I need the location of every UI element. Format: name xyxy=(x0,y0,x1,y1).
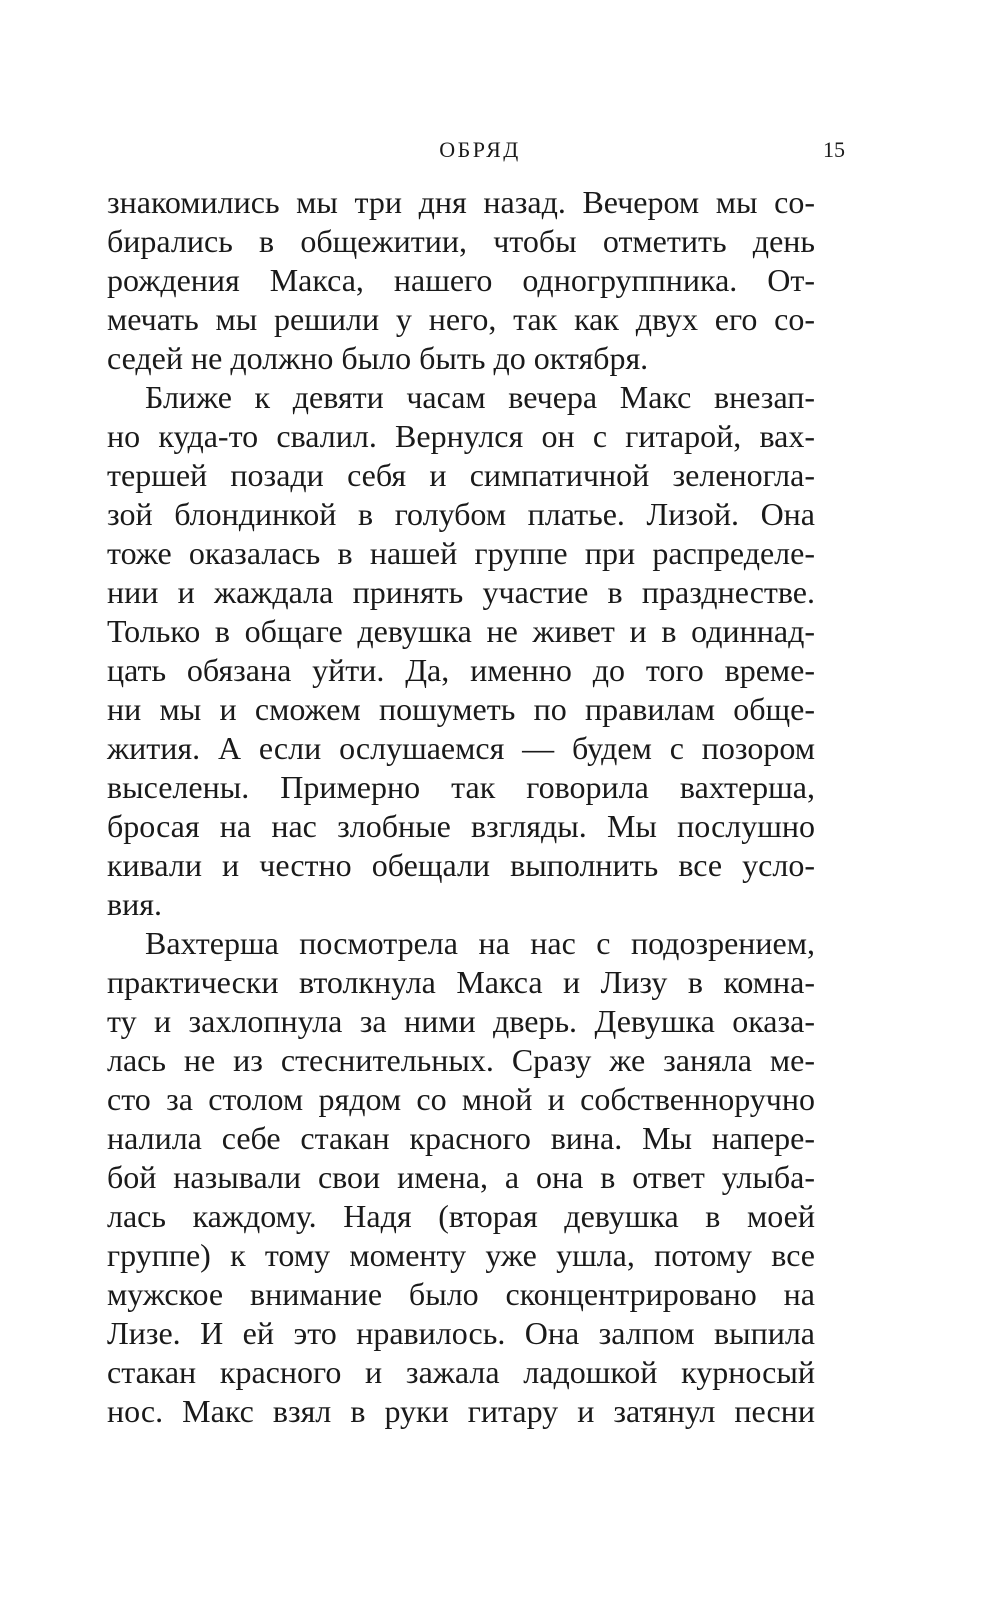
running-head-title: ОБРЯД xyxy=(439,137,521,162)
text-line: Только в общаге девушка не живет и в одиннад- xyxy=(107,613,815,649)
text-line: бросая на нас злобные взгляды. Мы послушно xyxy=(107,808,815,844)
text-line: рождения Макса, нашего одногруппника. От- xyxy=(107,262,815,298)
text-line: жития. А если ослушаемся — будем с позором xyxy=(107,730,815,766)
text-line: знакомились мы три дня назад. Вечером мы со- xyxy=(107,184,815,220)
text-line: лась не из стеснительных. Сразу же заняла ме- xyxy=(107,1042,815,1078)
text-line: вия. xyxy=(107,886,162,922)
text-line: ни мы и сможем пошуметь по правилам обще- xyxy=(107,691,815,727)
text-line: Вахтерша посмотрела на нас с подозрением, xyxy=(145,925,815,961)
text-line: практически втолкнула Макса и Лизу в комна- xyxy=(107,964,815,1000)
text-line: кивали и честно обещали выполнить все усло- xyxy=(107,847,815,883)
text-line: выселены. Примерно так говорила вахтерша, xyxy=(107,769,815,805)
text-line: ту и захлопнула за ними дверь. Девушка оказа- xyxy=(107,1003,815,1039)
text-line: мужское внимание было сконцентрировано на xyxy=(107,1276,815,1312)
text-line: бирались в общежитии, чтобы отметить день xyxy=(107,223,815,259)
page-number: 15 xyxy=(823,137,845,162)
text-line: цать обязана уйти. Да, именно до того време- xyxy=(107,652,815,688)
text-line: лась каждому. Надя (вторая девушка в моей xyxy=(107,1198,815,1234)
text-line: стакан красного и зажала ладошкой курносый xyxy=(107,1354,815,1390)
text-line: тершей позади себя и симпатичной зеленогла- xyxy=(107,457,815,493)
text-line: группе) к тому моменту уже ушла, потому все xyxy=(107,1237,815,1273)
text-line: но куда-то свалил. Вернулся он с гитарой, вах- xyxy=(107,418,815,454)
text-line: Лизе. И ей это нравилось. Она залпом выпила xyxy=(107,1315,815,1351)
text-line: нос. Макс взял в руки гитару и затянул песни xyxy=(107,1393,815,1429)
text-line: зой блондинкой в голубом платье. Лизой. Она xyxy=(107,496,815,532)
running-head xyxy=(0,134,1000,166)
text-line: тоже оказалась в нашей группе при распределе- xyxy=(107,535,815,571)
text-line: мечать мы решили у него, так как двух его со- xyxy=(107,301,815,337)
text-line: сто за столом рядом со мной и собственноручно xyxy=(107,1081,815,1117)
text-line: Ближе к девяти часам вечера Макс внезап- xyxy=(145,379,815,415)
text-line: нии и жаждала принять участие в празднестве. xyxy=(107,574,815,610)
text-line: седей не должно было быть до октября. xyxy=(107,340,649,376)
text-line: налила себе стакан красного вина. Мы напере- xyxy=(107,1120,815,1156)
text-line: бой называли свои имена, а она в ответ улыба- xyxy=(107,1159,815,1195)
